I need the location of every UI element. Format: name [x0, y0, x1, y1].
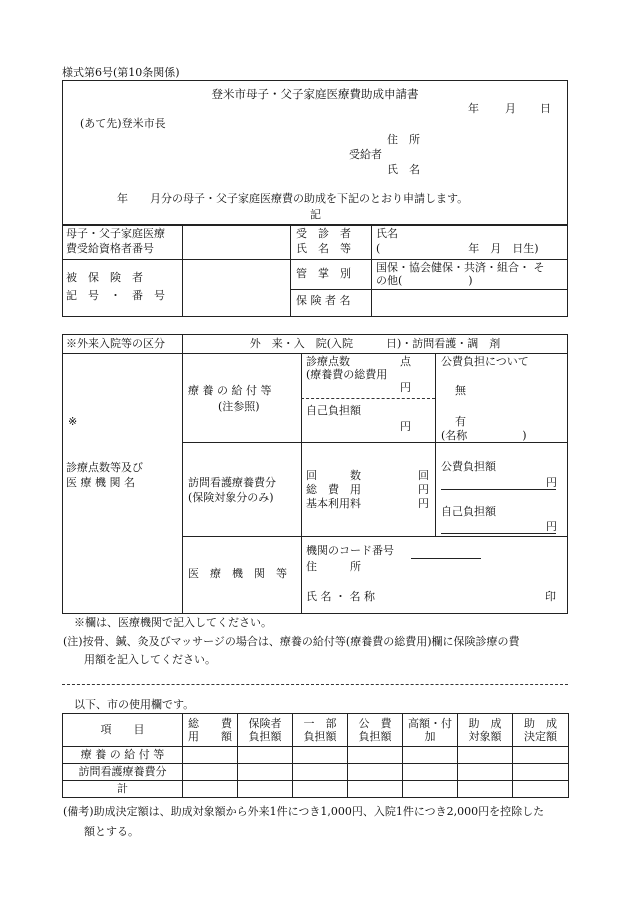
recipient-name-label: 氏 名 [387, 163, 420, 176]
seal-mark: 印 [545, 590, 556, 603]
ki-heading: 記 [310, 208, 321, 221]
form-number: 様式第6号(第10条関係) [62, 66, 180, 79]
total-cost-unit: 円 [400, 381, 411, 394]
row-label: 療 養 の 給 付 等 [63, 747, 183, 764]
row-label: 計 [63, 781, 183, 798]
institution-label: 医 療 機 関 等 [188, 567, 287, 580]
visits-label: 回 数 [306, 469, 361, 482]
date-year: 年 [468, 102, 479, 115]
row-label: 訪問看護療養費分 [63, 764, 183, 781]
code-label: 機関のコード番号 [306, 544, 394, 557]
patient-birth: ( 年 月 日生) [376, 242, 539, 255]
header-high-cost-addition: 高額・付 加 [403, 714, 458, 747]
insurer-label: 保 険 者 名 [296, 294, 351, 307]
addressee: (あて先)登米市長 [80, 117, 166, 130]
insured-number-field[interactable] [186, 263, 286, 313]
note-1: ※欄は、医療機関で記入してください。 [74, 616, 272, 629]
date-month: 月 [505, 102, 516, 115]
note-2-line-2: 用額を記入してください。 [84, 653, 216, 666]
remarks-line-2: 額とする。 [84, 825, 139, 838]
home-care-label-2: (保険対象分のみ) [188, 491, 274, 504]
self-pay-label: 自己負担額 [306, 404, 361, 417]
city-use-table [62, 713, 569, 798]
cut-line [62, 684, 568, 685]
header-total-cost: 総 費 用 額 [183, 714, 238, 747]
form-title: 登米市母子・父子家庭医療費助成申請書 [211, 87, 419, 101]
recipient-label: 受給者 [349, 148, 382, 161]
cert-label-1: 母子・父子家庭医療 [66, 227, 165, 240]
table-row [63, 781, 569, 798]
header-partial-burden: 一 部 負担額 [293, 714, 348, 747]
total-label: 総 費 用 [306, 483, 361, 496]
public-amount-label: 公費負担額 [441, 460, 496, 473]
city-use-heading: 以下、市の使用欄です。 [74, 698, 195, 711]
patient-label-2: 氏 名 等 [296, 242, 351, 255]
self-amount-label: 自己負担額 [441, 505, 496, 518]
date-day: 日 [540, 102, 551, 115]
section-label-1: 診療点数等及び [66, 461, 143, 474]
cert-label-2: 費受給資格者番号 [66, 242, 154, 255]
benefit-note: (注参照) [218, 400, 260, 413]
self-pay-unit: 円 [400, 420, 411, 433]
patient-label-1: 受 診 者 [296, 227, 351, 240]
recipient-address-label: 住 所 [387, 133, 420, 146]
header-item: 項 目 [63, 714, 183, 747]
section-label-2: 医 療 機 関 名 [66, 476, 135, 489]
insurer-name-field[interactable] [376, 292, 564, 314]
institution-name-label: 氏 名 ・ 名 称 [306, 590, 375, 603]
points-unit: 点 [400, 355, 411, 368]
declaration-year: 年 [117, 192, 128, 205]
header-public-burden: 公 費 負担額 [348, 714, 403, 747]
home-care-label-1: 訪問看護療養費分 [188, 476, 276, 489]
jurisdiction-label: 管 掌 別 [296, 267, 351, 280]
table-row [63, 747, 569, 764]
header-subsidy-decision: 助 成 決定額 [513, 714, 569, 747]
patient-name-label: 氏名 [376, 227, 398, 240]
benefit-label: 療 養 の 給 付 等 [188, 384, 272, 397]
base-fee-unit: 円 [418, 497, 429, 510]
public-none[interactable]: 無 [455, 384, 466, 397]
self-amount-unit: 円 [546, 520, 557, 533]
insured-label-1: 被 保 険 者 [66, 271, 143, 284]
public-header: 公費負担について [441, 355, 529, 368]
base-fee-label: 基本利用料 [306, 497, 361, 510]
category-label: ※外来入院等の区分 [66, 337, 165, 350]
institution-address-label: 住 所 [306, 560, 361, 573]
note-2-line-1: (注)按骨、鍼、灸及びマッサージの場合は、療養の給付等(療養費の総費用)欄に保険診療の費 [63, 635, 520, 648]
note-mark: ※ [68, 415, 78, 428]
jurisdiction-value-1: 国保・協会健保・共済・組合・ そ [376, 261, 545, 274]
public-name: (名称 ) [441, 429, 527, 442]
remarks-line-1: (備考)助成決定額は、助成対象額から外来1件につき1,000円、入院1件につき2,000円を控除した [63, 805, 545, 818]
jurisdiction-value-2: の他( ) [376, 274, 473, 287]
public-amount-unit: 円 [546, 476, 557, 489]
declaration-text: 月分の母子・父子家庭医療費の助成を下記のとおり申請します。 [150, 192, 469, 205]
public-yes[interactable]: 有 [455, 415, 466, 428]
header-insurer-burden: 保険者 負担額 [238, 714, 293, 747]
table-row [63, 764, 569, 781]
points-label: 診療点数 [306, 355, 350, 368]
visits-unit: 回 [418, 469, 429, 482]
header-subsidy-target: 助 成 対象額 [458, 714, 513, 747]
insured-label-2: 記 号 ・ 番 号 [66, 289, 165, 302]
cert-number-field[interactable] [186, 229, 286, 257]
total-cost-label: (療養費の総費用 [306, 368, 388, 381]
category-value: 外 来・入 院(入院 日)・訪問看護・調 剤 [249, 337, 501, 350]
total-unit: 円 [418, 483, 429, 496]
